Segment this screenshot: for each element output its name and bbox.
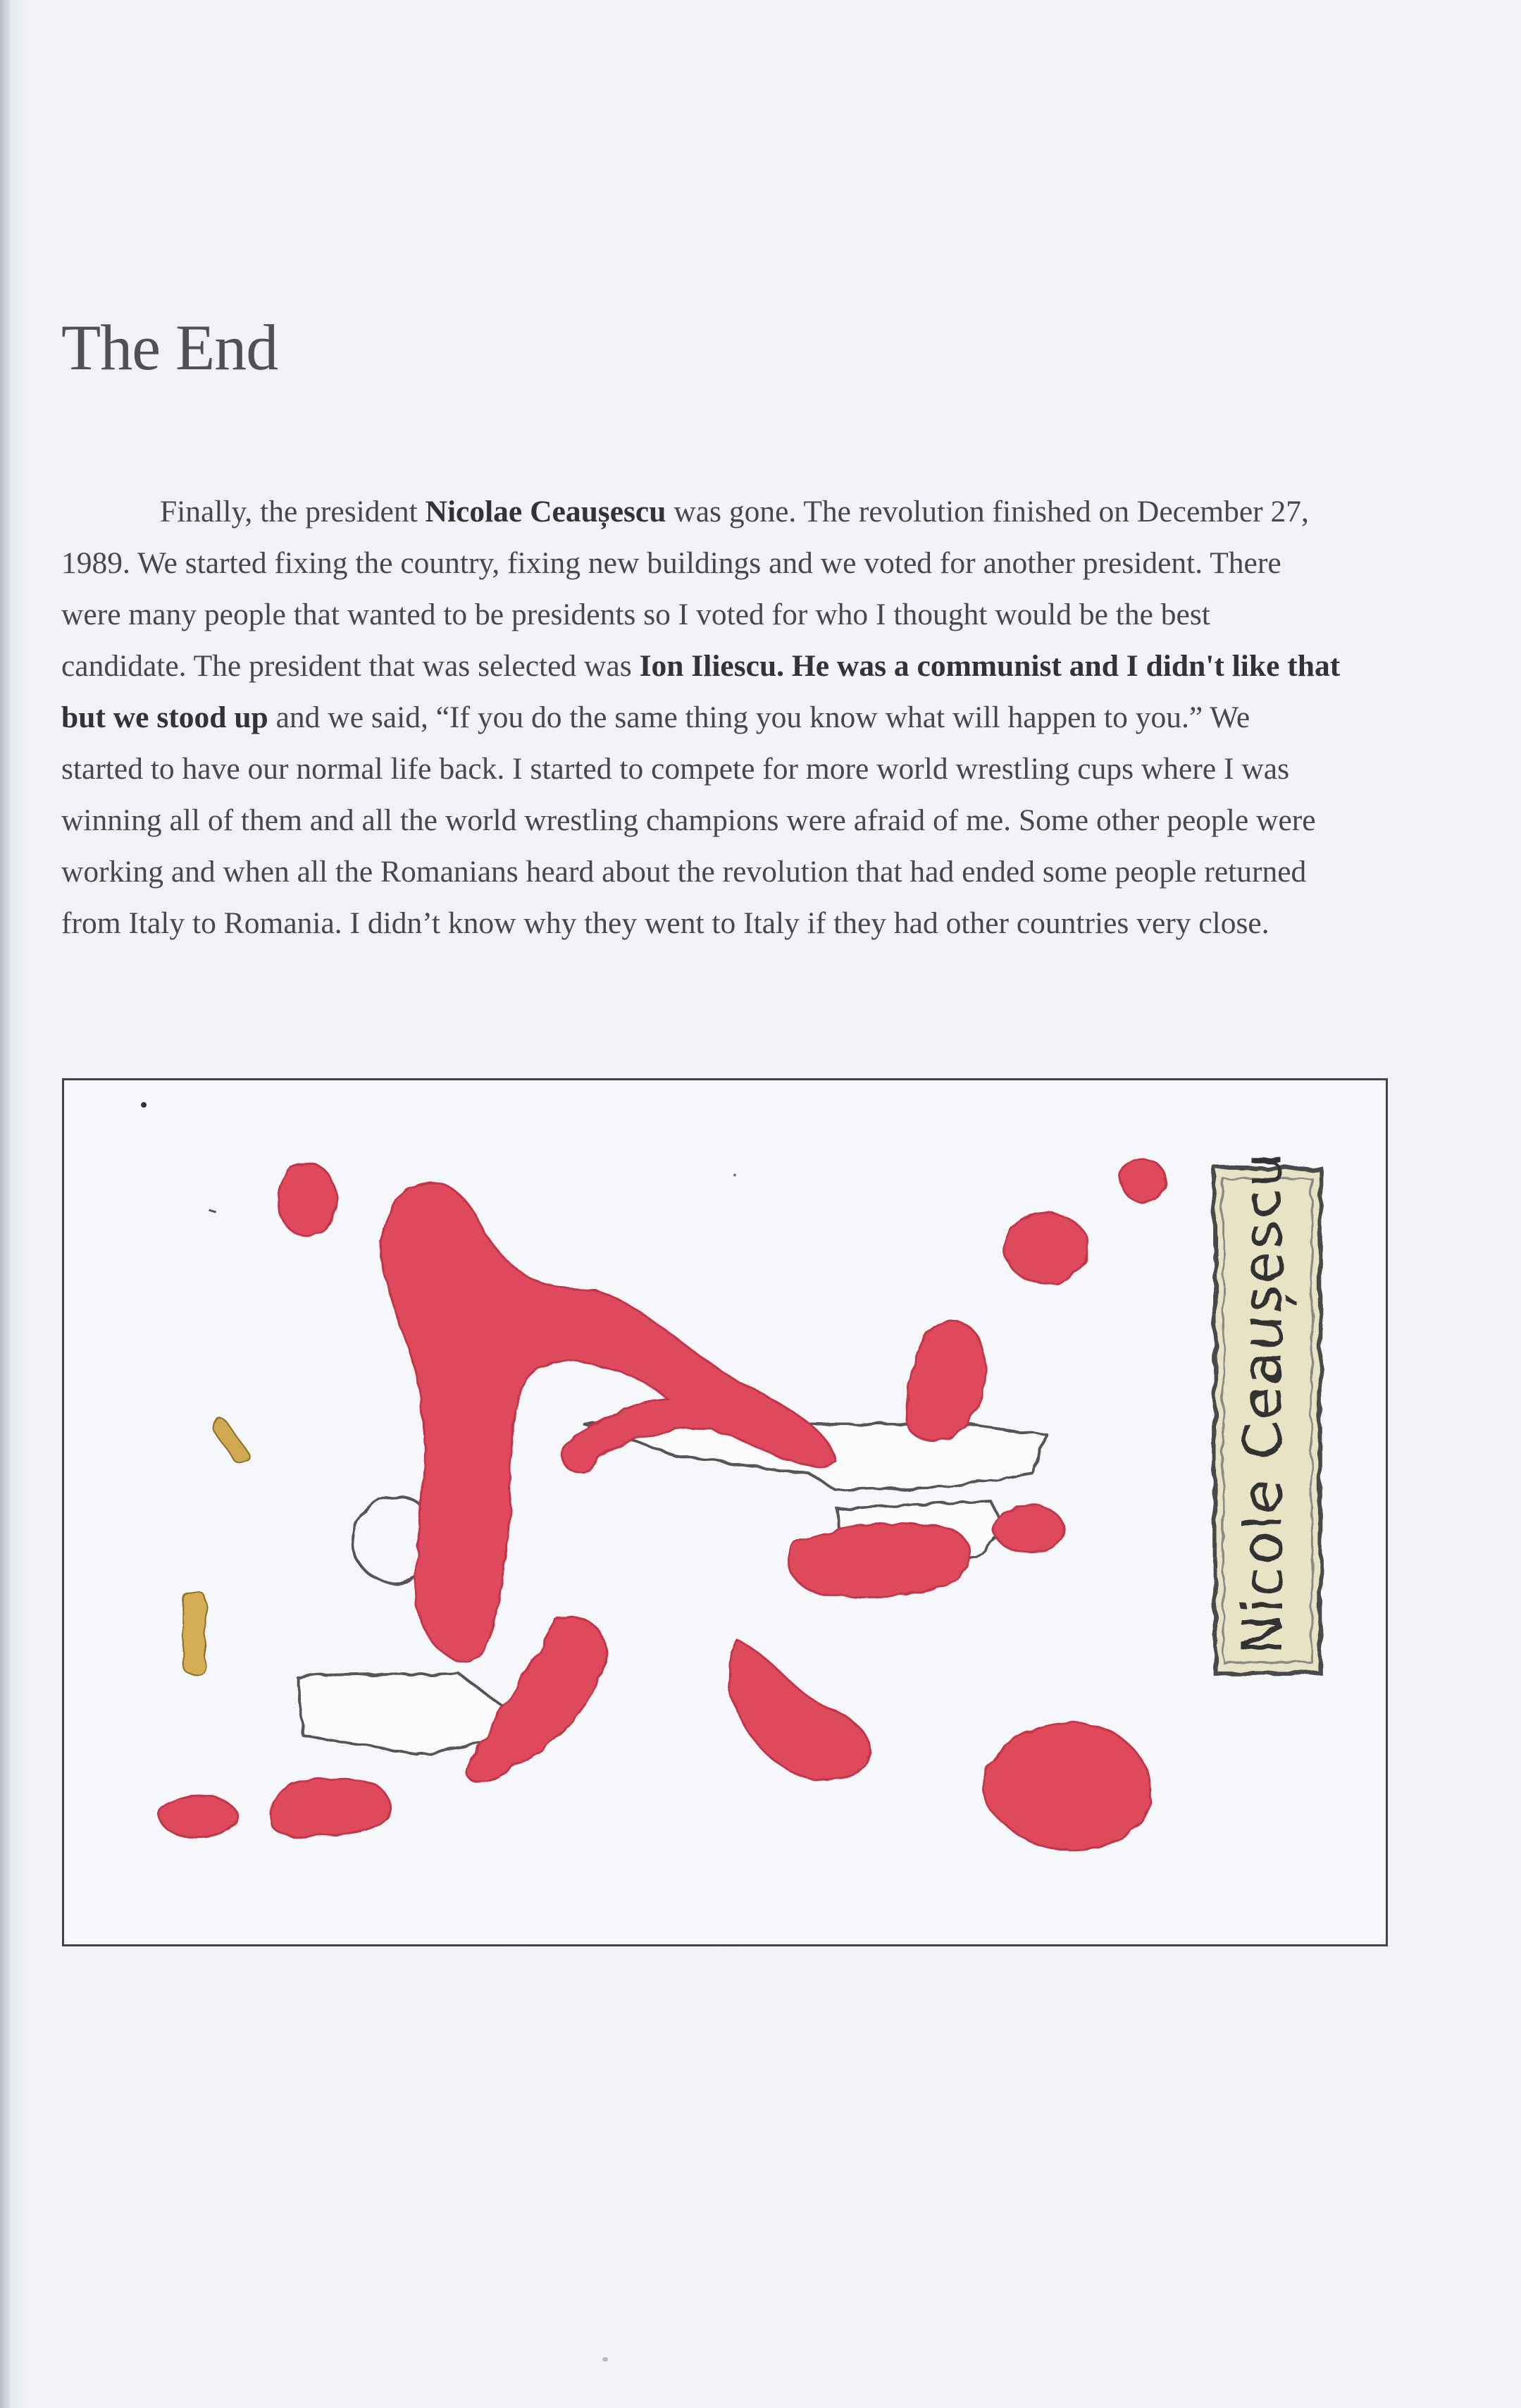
text-run: Finally, the president <box>160 495 426 529</box>
crime-scene-drawing <box>64 1080 1386 1944</box>
text-run: 1989. We started fixing the country, fixing new buildings and we voted for another president. There <box>61 546 1281 580</box>
bold-text: Nicolae Ceaușescu <box>425 495 666 529</box>
paragraph-line <box>61 641 1386 692</box>
paragraph-line <box>61 743 1386 795</box>
text-run: from Italy to Romania. I didn’t know why they went to Italy if they had other countries very close. <box>61 906 1269 940</box>
text-run: and we said, “If you do the same thing you know what will happen to you.” We <box>268 700 1250 734</box>
page-spine-edge <box>0 0 10 2408</box>
blood-stain-lower-center <box>730 1641 870 1779</box>
name-sign <box>1215 1151 1320 1673</box>
paragraph-line <box>61 538 1386 589</box>
text-run: were many people that wanted to be presidents so I voted for who I thought would be the best <box>61 598 1210 631</box>
bullet-casings <box>183 1417 252 1673</box>
paragraph-line <box>61 795 1386 846</box>
bullet-casing-upper <box>210 1417 251 1467</box>
blood-stain-bottom-left <box>271 1778 390 1837</box>
bold-text: Ion Iliescu. He was a communist and I didn't like that <box>639 649 1341 683</box>
blood-stain-bottom-right <box>983 1724 1151 1850</box>
blood-drop-bottom-left <box>160 1796 237 1838</box>
name-sign-text: Nicole Ceaușescu <box>1231 1151 1296 1656</box>
bullet-casing-lower <box>183 1592 206 1672</box>
body-paragraph <box>61 486 1386 949</box>
blood-drop-top-right <box>1005 1214 1088 1284</box>
footer-speck <box>602 2357 608 2361</box>
text-run: started to have our normal life back. I started to compete for more world wrestling cups where I was <box>61 752 1290 786</box>
blood-stain-forearm <box>789 1524 970 1597</box>
paragraph-line <box>61 692 1386 743</box>
blood-drop-top-left <box>278 1163 337 1235</box>
text-run: was gone. The revolution finished on December 27, <box>666 495 1309 529</box>
paragraph-line <box>61 589 1386 641</box>
blood-stain-main <box>380 1182 836 1662</box>
blood-drop-far-top-right <box>1121 1159 1166 1202</box>
blood-stain-upper-right <box>907 1321 986 1440</box>
bold-text: but we stood up <box>61 700 268 734</box>
page-title: The End <box>61 311 278 383</box>
paragraph-line <box>61 486 1386 538</box>
text-run: candidate. The president that was selected was <box>61 649 640 683</box>
outline-leg <box>297 1673 514 1753</box>
paragraph-line <box>61 846 1386 898</box>
text-run: working and when all the Romanians heard about the revolution that had ended some people returned <box>61 855 1307 889</box>
stray-dot-1 <box>141 1102 147 1108</box>
paragraph-line <box>61 898 1386 949</box>
stray-dot-2 <box>733 1173 736 1176</box>
blood-stains <box>160 1159 1166 1850</box>
text-run: winning all of them and all the world wrestling champions were afraid of me. Some other people were <box>61 803 1316 837</box>
blood-drop-mid-right <box>994 1506 1064 1552</box>
stray-dash <box>209 1210 216 1212</box>
illustration-frame <box>62 1078 1388 1946</box>
